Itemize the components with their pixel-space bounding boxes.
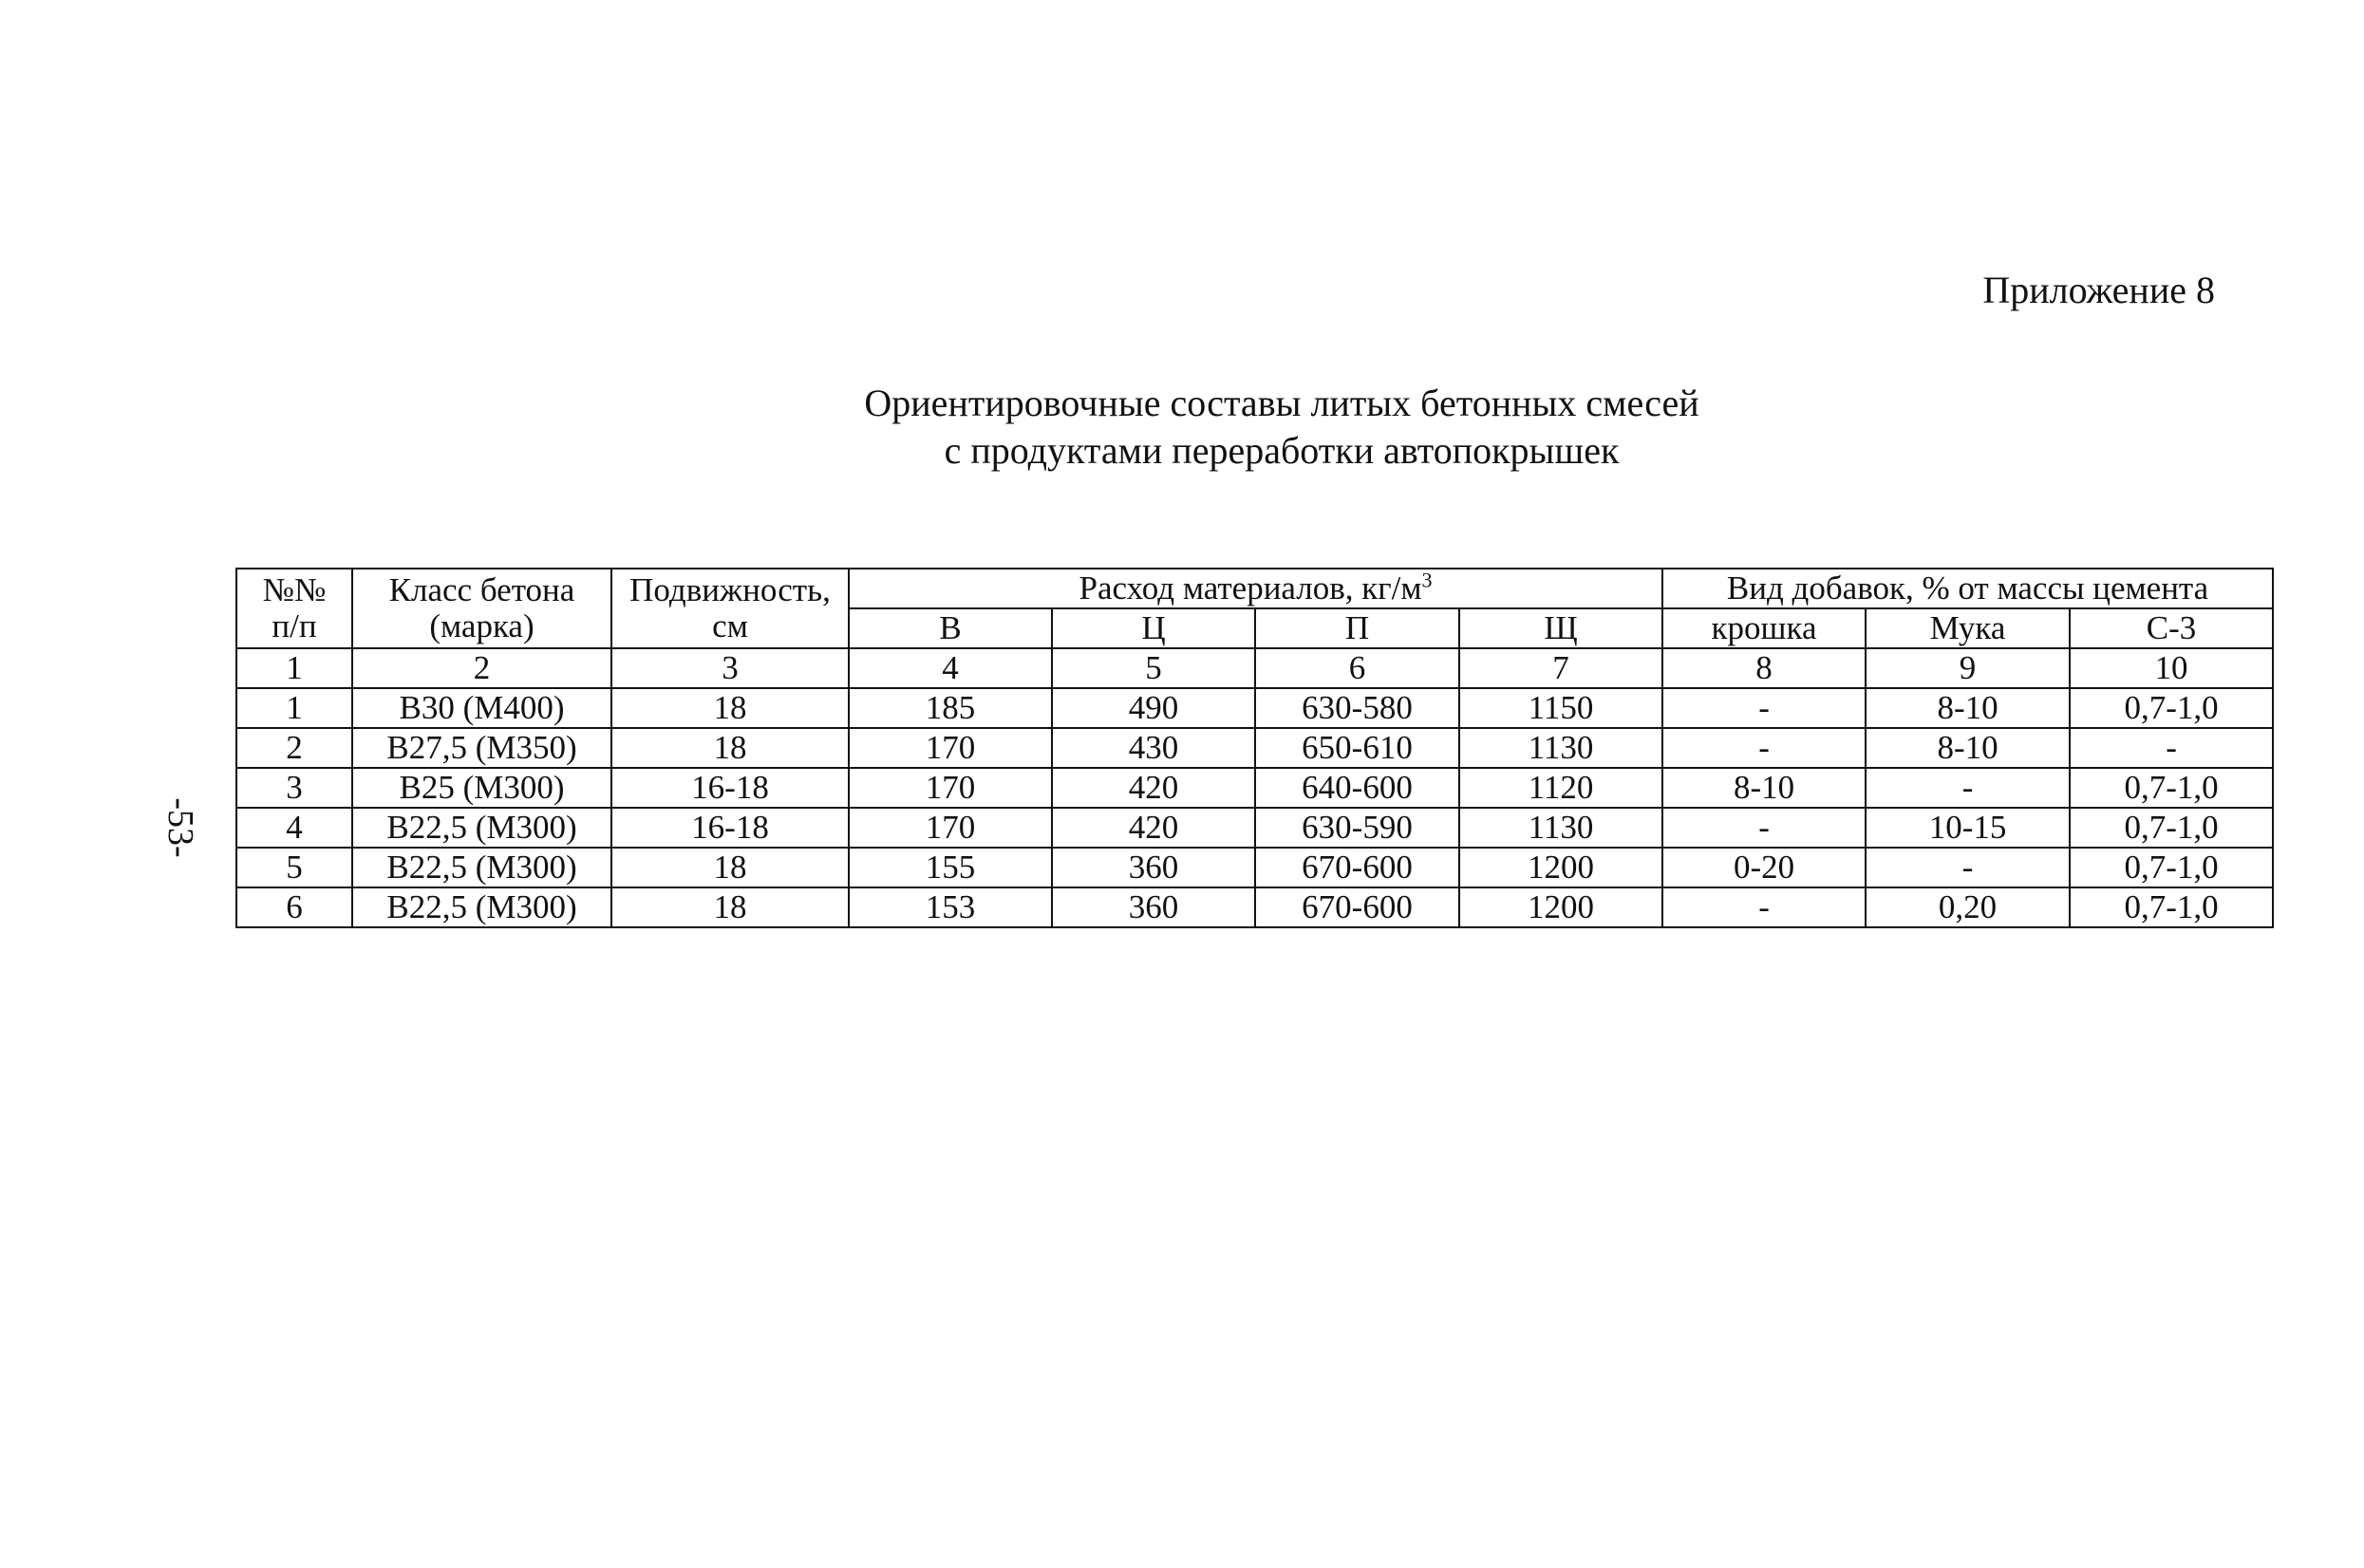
column-number: 2 xyxy=(352,648,611,688)
column-number: 3 xyxy=(611,648,849,688)
cell-number: 2 xyxy=(236,728,352,768)
cell-water: 153 xyxy=(849,887,1052,927)
cell-concrete-class: В22,5 (М300) xyxy=(352,808,611,848)
header-row-1 xyxy=(236,569,2273,608)
subheader-water: В xyxy=(849,608,1052,648)
subheader-gravel: Щ xyxy=(1459,608,1662,648)
cell-flour: 8-10 xyxy=(1866,728,2070,768)
cell-concrete-class: В30 (М400) xyxy=(352,688,611,728)
column-number: 9 xyxy=(1866,648,2070,688)
table-row xyxy=(236,808,2273,848)
header-materials-text: Расход материалов, кг/м xyxy=(1079,569,1422,607)
cell-crumb: - xyxy=(1662,887,1866,927)
cell-gravel: 1200 xyxy=(1459,848,1662,887)
cell-crumb: - xyxy=(1662,728,1866,768)
cell-c3: - xyxy=(2070,728,2273,768)
table-row xyxy=(236,728,2273,768)
header-mobility xyxy=(611,569,849,648)
cell-c3: 0,7-1,0 xyxy=(2070,808,2273,848)
column-number: 6 xyxy=(1255,648,1459,688)
cell-water: 185 xyxy=(849,688,1052,728)
cell-flour: 8-10 xyxy=(1866,688,2070,728)
header-number-line-2: п/п xyxy=(272,607,317,644)
cell-number: 1 xyxy=(236,688,352,728)
cell-sand: 670-600 xyxy=(1255,887,1459,927)
cell-gravel: 1120 xyxy=(1459,768,1662,808)
cell-sand: 640-600 xyxy=(1255,768,1459,808)
cell-water: 170 xyxy=(849,808,1052,848)
document-title xyxy=(0,380,2364,475)
header-mobility-line-2: см xyxy=(712,607,748,644)
header-class-line-1: Класс бетона xyxy=(388,571,575,608)
cell-number: 4 xyxy=(236,808,352,848)
cell-cement: 490 xyxy=(1052,688,1255,728)
cell-concrete-class: В25 (М300) xyxy=(352,768,611,808)
cell-gravel: 1130 xyxy=(1459,808,1662,848)
header-number xyxy=(236,569,352,648)
cell-mobility: 16-18 xyxy=(611,808,849,848)
cell-cement: 420 xyxy=(1052,808,1255,848)
header-class-line-2: (марка) xyxy=(429,607,535,644)
table-row xyxy=(236,768,2273,808)
cell-c3: 0,7-1,0 xyxy=(2070,887,2273,927)
column-number: 5 xyxy=(1052,648,1255,688)
column-numbers-row xyxy=(236,648,2273,688)
page-number: -53- xyxy=(160,797,200,858)
cell-flour: 10-15 xyxy=(1866,808,2070,848)
header-materials-superscript: 3 xyxy=(1421,568,1433,592)
cell-c3: 0,7-1,0 xyxy=(2070,768,2273,808)
table-row xyxy=(236,887,2273,927)
cell-water: 170 xyxy=(849,728,1052,768)
cell-mobility: 18 xyxy=(611,887,849,927)
cell-cement: 420 xyxy=(1052,768,1255,808)
cell-number: 3 xyxy=(236,768,352,808)
cell-sand: 630-580 xyxy=(1255,688,1459,728)
cell-concrete-class: В22,5 (М300) xyxy=(352,848,611,887)
cell-sand: 670-600 xyxy=(1255,848,1459,887)
cell-sand: 650-610 xyxy=(1255,728,1459,768)
column-number: 7 xyxy=(1459,648,1662,688)
cell-cement: 360 xyxy=(1052,848,1255,887)
cell-mobility: 18 xyxy=(611,848,849,887)
title-line-1: Ориентировочные составы литых бетонных смесей xyxy=(864,382,1699,424)
subheader-crumb: крошка xyxy=(1662,608,1866,648)
table-row xyxy=(236,848,2273,887)
cell-mobility: 18 xyxy=(611,728,849,768)
cell-gravel: 1130 xyxy=(1459,728,1662,768)
cell-number: 6 xyxy=(236,887,352,927)
column-number: 1 xyxy=(236,648,352,688)
cell-flour: 0,20 xyxy=(1866,887,2070,927)
subheader-flour: Мука xyxy=(1866,608,2070,648)
cell-cement: 360 xyxy=(1052,887,1255,927)
cell-mobility: 18 xyxy=(611,688,849,728)
column-number: 4 xyxy=(849,648,1052,688)
cell-c3: 0,7-1,0 xyxy=(2070,688,2273,728)
cell-gravel: 1200 xyxy=(1459,887,1662,927)
cell-concrete-class: В27,5 (М350) xyxy=(352,728,611,768)
cell-flour: - xyxy=(1866,848,2070,887)
subheader-sand: П xyxy=(1255,608,1459,648)
subheader-cement: Ц xyxy=(1052,608,1255,648)
header-number-line-1: №№ xyxy=(262,571,327,608)
cell-crumb: 8-10 xyxy=(1662,768,1866,808)
column-number: 8 xyxy=(1662,648,1866,688)
title-line-2: с продуктами переработки автопокрышек xyxy=(944,429,1620,472)
cell-flour: - xyxy=(1866,768,2070,808)
cell-water: 170 xyxy=(849,768,1052,808)
appendix-label: Приложение 8 xyxy=(1982,269,2215,311)
cell-sand: 630-590 xyxy=(1255,808,1459,848)
cell-number: 5 xyxy=(236,848,352,887)
header-concrete-class xyxy=(352,569,611,648)
table-body xyxy=(236,688,2273,927)
cell-c3: 0,7-1,0 xyxy=(2070,848,2273,887)
subheader-c3: С-3 xyxy=(2070,608,2273,648)
table-row xyxy=(236,688,2273,728)
column-number: 10 xyxy=(2070,648,2273,688)
cell-crumb: - xyxy=(1662,688,1866,728)
cell-concrete-class: В22,5 (М300) xyxy=(352,887,611,927)
header-additives: Вид добавок, % от массы цемента xyxy=(1662,569,2273,608)
cell-crumb: - xyxy=(1662,808,1866,848)
concrete-mix-table xyxy=(235,568,2274,928)
cell-gravel: 1150 xyxy=(1459,688,1662,728)
cell-water: 155 xyxy=(849,848,1052,887)
cell-cement: 430 xyxy=(1052,728,1255,768)
header-materials-consumption xyxy=(849,569,1662,608)
header-mobility-line-1: Подвижность, xyxy=(629,571,831,608)
cell-crumb: 0-20 xyxy=(1662,848,1866,887)
cell-mobility: 16-18 xyxy=(611,768,849,808)
